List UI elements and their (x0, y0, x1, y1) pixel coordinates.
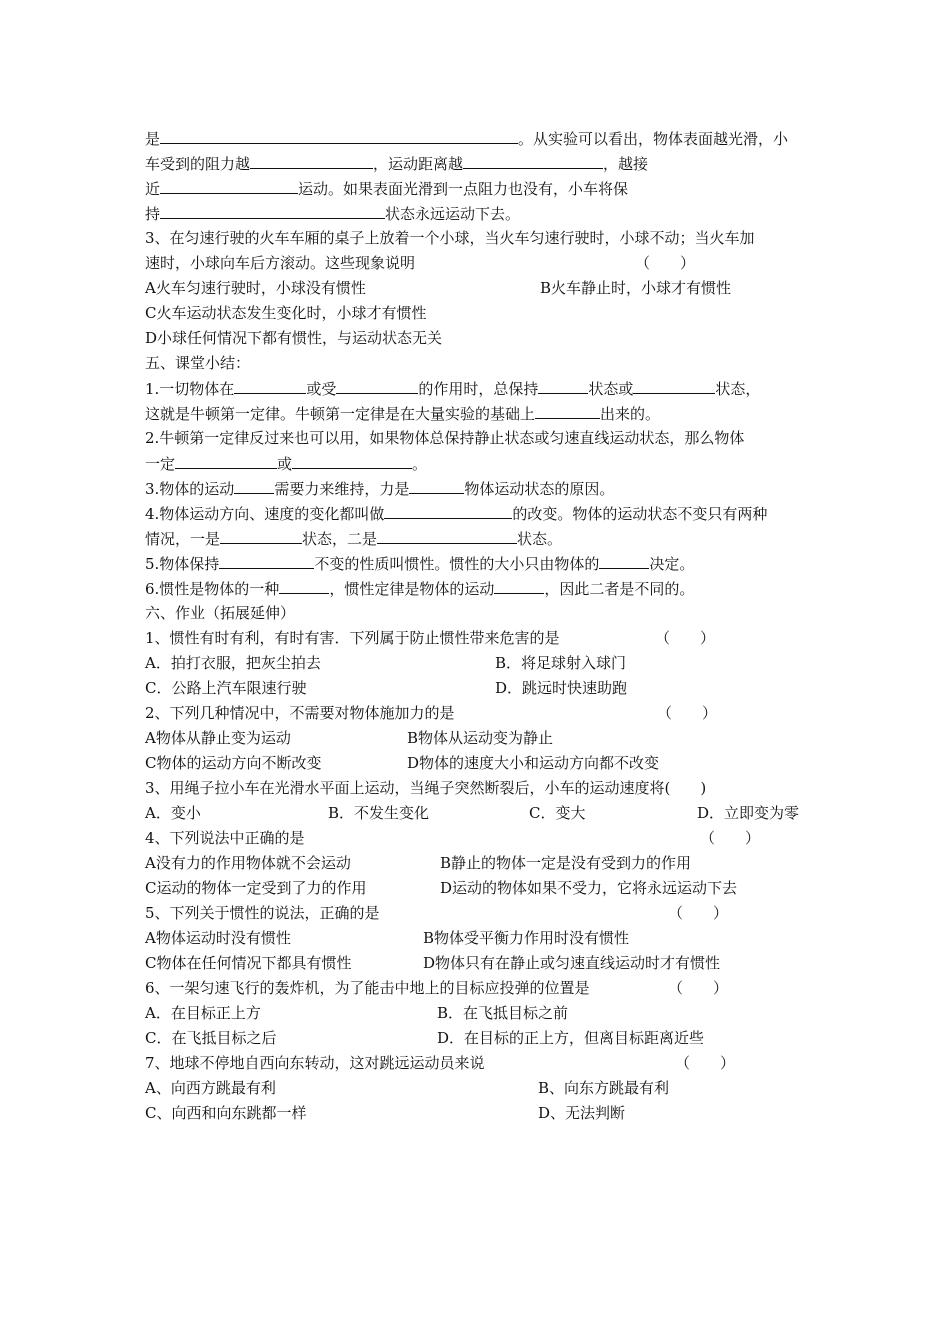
q3-option-d-line (145, 326, 815, 351)
summary-item-1: 1.一切物体在 或受 的作用时，总保持 状态或 状态， (145, 376, 815, 401)
answer-blank[interactable] (160, 176, 298, 194)
answer-blank[interactable] (234, 476, 274, 494)
answer-blank[interactable] (633, 376, 715, 394)
option-a[interactable]: A没有力的作用物体就不会运动 (145, 854, 351, 872)
summary-item-4: 4.物体运动方向、速度的变化都叫做 的改变。物体的运动状态不变只有两种 (145, 501, 815, 526)
summary-item-3: 3.物体的运动 需要力来维持，力是 物体运动状态的原因。 (145, 476, 815, 501)
answer-paren[interactable]: （ ） (675, 1054, 736, 1072)
option-c[interactable]: C、向西和向东跳都一样 (145, 1104, 307, 1122)
summary-item-6: 6.惯性是物体的一种 ，惯性定律是物体的运动 ，因此二者是不同的。 (145, 576, 815, 601)
summary-item-4-cont: 情况，一是 状态，二是 状态。 (145, 526, 815, 551)
option-a[interactable]: A．拍打衣服，把灰尘拍去 (145, 654, 321, 672)
answer-blank[interactable] (292, 451, 412, 469)
answer-blank[interactable] (463, 151, 603, 169)
answer-blank[interactable] (599, 551, 649, 569)
option-a[interactable]: A物体从静止变为运动 (145, 729, 291, 747)
hw-q6-stem: 6、一架匀速飞行的轰炸机，为了能击中地上的目标应投弹的位置是 （ ） (145, 976, 815, 1001)
option-c[interactable]: C．公路上汽车限速行驶 (145, 679, 307, 697)
option-d[interactable]: D．跳远时快速助跑 (495, 679, 628, 697)
answer-paren[interactable]: （ ） (668, 979, 729, 997)
answer-blank[interactable] (538, 376, 588, 394)
answer-blank[interactable] (175, 451, 277, 469)
hw-q5-options-ab (145, 926, 815, 951)
answer-blank[interactable] (384, 501, 512, 519)
answer-blank[interactable] (494, 576, 544, 594)
option-d[interactable]: D运动的物体如果不受力，它将永远运动下去 (440, 879, 738, 897)
answer-paren[interactable]: （ ） (635, 254, 696, 272)
option-d[interactable]: D物体只有在静止或匀速直线运动时才有惯性 (423, 954, 721, 972)
option-b[interactable]: B．将足球射入球门 (495, 654, 627, 672)
summary-item-2: 2.牛顿第一定律反过来也可以用，如果物体总保持静止状态或匀速直线运动状态，那么物体 (145, 429, 745, 447)
answer-blank[interactable] (279, 576, 329, 594)
option-d[interactable]: D小球任何情况下都有惯性，与运动状态无关 (145, 329, 443, 347)
answer-blank[interactable] (409, 476, 464, 494)
answer-blank[interactable] (535, 401, 600, 419)
fill-line-4: 持 状态永远运动下去。 (145, 201, 815, 226)
option-a[interactable]: A．变小 (145, 804, 201, 822)
hw-q2-options-cd (145, 751, 815, 776)
answer-paren[interactable]: （ ） (668, 904, 729, 922)
option-c[interactable]: C．变大 (529, 804, 586, 822)
hw-q7-stem: 7、地球不停地自西向东转动，这对跳远运动员来说 （ ） (145, 1051, 815, 1076)
hw-q2-stem: 2、下列几种情况中，不需要对物体施加力的是 （ ） (145, 701, 815, 726)
option-b[interactable]: B．在飞抵目标之前 (437, 1004, 569, 1022)
option-d[interactable]: D．在目标的正上方，但离目标距离近些 (437, 1029, 705, 1047)
answer-blank[interactable] (234, 376, 306, 394)
option-d[interactable]: D、无法判断 (538, 1104, 626, 1122)
answer-paren[interactable]: （ ） (655, 629, 716, 647)
option-a[interactable]: A．在目标正上方 (145, 1004, 261, 1022)
hw-q5-options-cd (145, 951, 815, 976)
option-b[interactable]: B火车静止时，小球才有惯性 (540, 279, 732, 297)
summary-item-1-cont: 这就是牛顿第一定律。牛顿第一定律是在大量实验的基础上 出来的。 (145, 401, 815, 426)
hw-q2-options-ab (145, 726, 815, 751)
answer-blank[interactable] (160, 126, 518, 144)
answer-blank[interactable] (220, 526, 302, 544)
hw-q4-options-ab (145, 851, 815, 876)
answer-blank[interactable] (377, 526, 517, 544)
fill-line-3: 近 运动。如果表面光滑到一点阻力也没有，小车将保 (145, 176, 815, 201)
option-b[interactable]: B、向东方跳最有利 (538, 1079, 670, 1097)
option-c[interactable]: C运动的物体一定受到了力的作用 (145, 879, 367, 897)
answer-paren[interactable]: （ ） (657, 704, 718, 722)
option-a[interactable]: A火车匀速行驶时，小球没有惯性 (145, 279, 366, 297)
answer-blank[interactable] (336, 376, 418, 394)
fill-line-1: 是 。从实验可以看出，物体表面越光滑，小 (145, 126, 815, 151)
q3-stem-line1: 3、在匀速行驶的火车车厢的桌子上放着一个小球，当火车匀速行驶时，小球不动；当火车加 (145, 229, 755, 247)
homework-heading: 六、作业（拓展延伸） (145, 604, 296, 622)
option-b[interactable]: B物体从运动变为静止 (407, 729, 554, 747)
hw-q1-stem: 1、惯性有时有利，有时有害．下列属于防止惯性带来危害的是 （ ） (145, 626, 815, 651)
q3-stem-line2: 速时，小球向车后方滚动。这些现象说明 （ ） (145, 251, 815, 276)
summary-item-2-cont: 一定 或 。 (145, 451, 815, 476)
option-a[interactable]: A物体运动时没有惯性 (145, 929, 291, 947)
option-d[interactable]: D物体的速度大小和运动方向都不改变 (407, 754, 660, 772)
q3-options-ab (145, 276, 815, 301)
hw-q4-options-cd (145, 876, 815, 901)
q3-option-c-line (145, 301, 815, 326)
summary-item-5: 5.物体保持 不变的性质叫惯性。惯性的大小只由物体的 决定。 (145, 551, 815, 576)
option-c[interactable]: C物体的运动方向不断改变 (145, 754, 322, 772)
option-c[interactable]: C火车运动状态发生变化时，小球才有惯性 (145, 304, 427, 322)
hw-q3-stem: 3、用绳子拉小车在光滑水平面上运动，当绳子突然断裂后，小车的运动速度将( ) (145, 779, 707, 797)
answer-blank[interactable] (219, 551, 314, 569)
summary-heading: 五、课堂小结： (145, 354, 251, 372)
option-c[interactable]: C．在飞抵目标之后 (145, 1029, 277, 1047)
option-a[interactable]: A、向西方跳最有利 (145, 1079, 276, 1097)
answer-blank[interactable] (160, 201, 385, 219)
hw-q3-options (145, 801, 815, 826)
hw-q1-options-cd (145, 676, 815, 701)
hw-q1-options-ab (145, 651, 815, 676)
option-b[interactable]: B．不发生变化 (328, 804, 430, 822)
hw-q6-options-cd (145, 1026, 815, 1051)
option-c[interactable]: C物体在任何情况下都具有惯性 (145, 954, 352, 972)
fill-line-2: 车受到的阻力越 ，运动距离越 ，越接 (145, 151, 815, 176)
hw-q4-stem: 4、下列说法中正确的是 （ ） (145, 826, 815, 851)
hw-q5-stem: 5、下列关于惯性的说法，正确的是 （ ） (145, 901, 815, 926)
option-d[interactable]: D．立即变为零 (697, 804, 800, 822)
answer-blank[interactable] (250, 151, 373, 169)
hw-q7-options-ab (145, 1076, 815, 1101)
option-b[interactable]: B静止的物体一定是没有受到力的作用 (440, 854, 692, 872)
answer-paren[interactable]: （ ） (700, 829, 761, 847)
option-b[interactable]: B物体受平衡力作用时没有惯性 (423, 929, 630, 947)
worksheet-content (145, 126, 815, 1126)
hw-q7-options-cd (145, 1101, 815, 1126)
hw-q6-options-ab (145, 1001, 815, 1026)
